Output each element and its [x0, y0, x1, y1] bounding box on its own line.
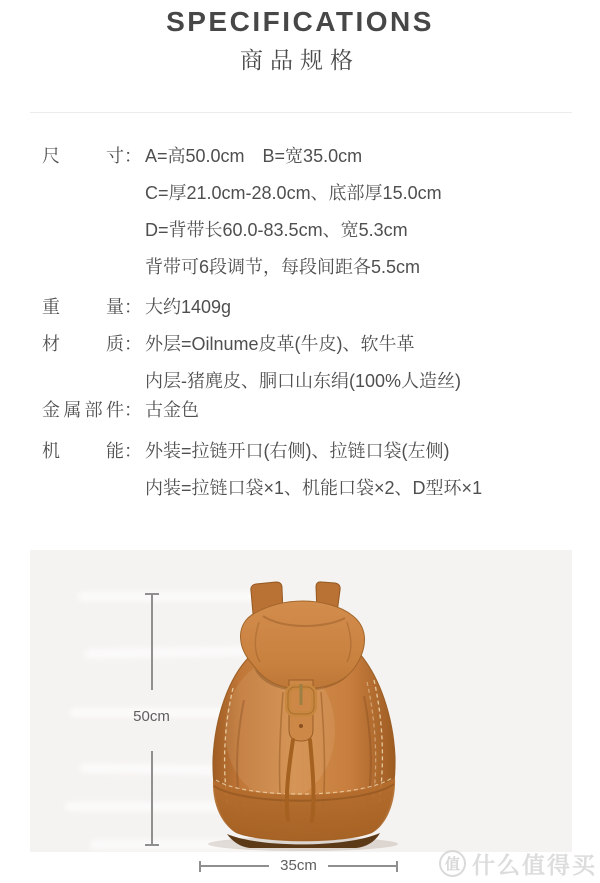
spec-value-line: 背带可6段调节，每段间距各5.5cm	[145, 257, 421, 277]
height-dimension-line-bottom	[151, 751, 153, 845]
spec-value-line: A=高50.0cm B=宽35.0cm	[145, 146, 363, 166]
width-dimension-line-left	[201, 865, 269, 867]
spec-label: 材质：	[42, 334, 142, 354]
spec-value-line: 内层-猪麂皮、胴口山东绢(100%人造丝)	[145, 371, 462, 391]
spec-values	[145, 138, 582, 286]
product-photo	[30, 550, 572, 852]
spec-label: 机能：	[42, 441, 142, 461]
width-dimension-label: 35cm	[280, 857, 317, 874]
backpack-illustration	[30, 550, 572, 852]
spec-value-line: 外层=Oilnume皮革(牛皮)、软牛革	[145, 334, 415, 354]
spec-values	[145, 433, 582, 507]
page-title: SPECIFICATIONS	[166, 6, 434, 37]
spec-value-line: 古金色	[145, 400, 199, 420]
height-dimension-label: 50cm	[133, 708, 170, 725]
height-dimension-bottom-cap	[145, 844, 159, 846]
spec-values	[145, 289, 582, 326]
width-dimension	[199, 859, 398, 873]
spec-value-line: 大约1409g	[145, 297, 232, 317]
width-dimension-line-right	[328, 865, 396, 867]
spec-row	[42, 326, 582, 400]
width-dimension-right-cap	[396, 861, 398, 872]
spec-value-line: 外装=拉链开口(右侧)、拉链口袋(左侧)	[145, 441, 450, 461]
spec-values	[145, 326, 582, 400]
spec-row	[42, 392, 582, 429]
spec-row	[42, 433, 582, 507]
spec-row	[42, 138, 582, 286]
spec-values	[145, 392, 582, 429]
divider	[30, 112, 572, 113]
spec-label: 尺寸：	[42, 146, 142, 166]
spec-value-line: 内装=拉链口袋×1、机能口袋×2、D型环×1	[145, 478, 483, 498]
spec-value-line: D=背带长60.0-83.5cm、宽5.3cm	[145, 220, 408, 240]
smzdm-logo-icon: 值	[439, 850, 466, 877]
spec-list	[42, 138, 582, 507]
watermark	[439, 847, 597, 880]
watermark-text: 什么值得买	[472, 852, 597, 878]
height-dimension-line-top	[151, 594, 153, 690]
page-subtitle: 商品规格	[240, 47, 360, 73]
spec-row	[42, 289, 582, 326]
spec-label: 金属部件：	[42, 400, 142, 420]
spec-label: 重量：	[42, 297, 142, 317]
bag-strap-hole	[299, 724, 303, 728]
spec-value-line: C=厚21.0cm-28.0cm、底部厚15.0cm	[145, 183, 442, 203]
